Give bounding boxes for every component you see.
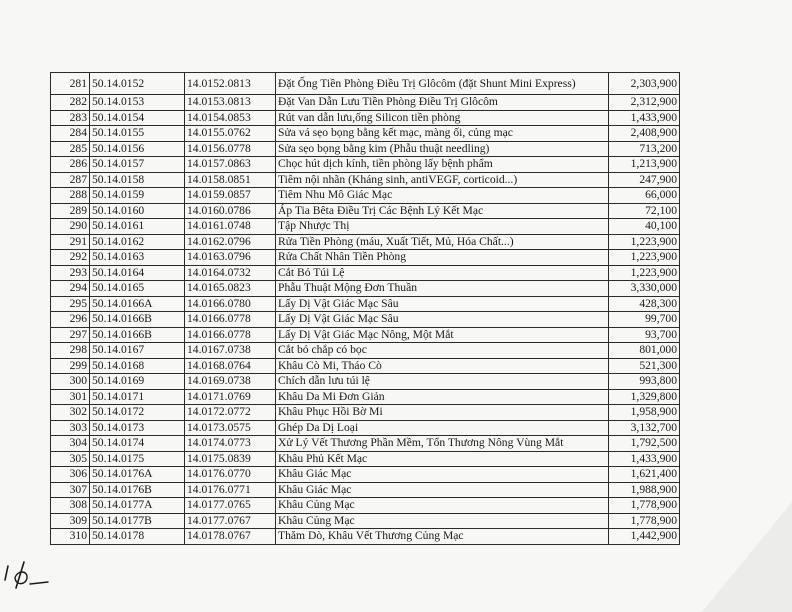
row-number: 306 [51,467,90,483]
row-number: 282 [51,95,90,111]
service-code: 50.14.0176B [90,482,185,498]
table-row [51,110,680,126]
service-code: 50.14.0168 [90,358,185,374]
row-number: 293 [51,265,90,281]
mapping-code: 14.0156.0778 [185,141,276,157]
service-code: 50.14.0166B [90,312,185,328]
service-name: Xử Lý Vết Thương Phần Mềm, Tổn Thương Nông Vùng Mắt [276,436,609,452]
table-row [51,219,680,235]
table-row [51,157,680,173]
row-number: 296 [51,312,90,328]
service-code: 50.14.0171 [90,389,185,405]
mapping-code: 14.0178.0767 [185,529,276,545]
service-price-table [50,72,680,545]
service-price: 2,408,900 [609,126,680,142]
service-code: 50.14.0159 [90,188,185,204]
row-number: 291 [51,234,90,250]
service-price: 1,223,900 [609,265,680,281]
table-body [51,73,680,545]
service-code: 50.14.0152 [90,73,185,95]
service-code: 50.14.0166B [90,327,185,343]
service-price: 1,213,900 [609,157,680,173]
service-price: 1,958,900 [609,405,680,421]
row-number: 292 [51,250,90,266]
service-code: 50.14.0163 [90,250,185,266]
table-row [51,405,680,421]
row-number: 307 [51,482,90,498]
table-row [51,467,680,483]
service-price: 1,621,400 [609,467,680,483]
table-row [51,513,680,529]
table-row [51,172,680,188]
row-number: 295 [51,296,90,312]
table-row [51,281,680,297]
service-name: Khâu Phục Hồi Bờ Mi [276,405,609,421]
service-price: 247,900 [609,172,680,188]
service-code: 50.14.0160 [90,203,185,219]
service-name: Rút van dẫn lưu,ống Silicon tiền phòng [276,110,609,126]
service-name: Chọc hút dịch kính, tiền phòng lấy bệnh phẩm [276,157,609,173]
row-number: 303 [51,420,90,436]
service-price: 1,329,800 [609,389,680,405]
mapping-code: 14.0162.0796 [185,234,276,250]
table-row [51,203,680,219]
table-row [51,73,680,95]
service-price: 993,800 [609,374,680,390]
table-row [51,265,680,281]
mapping-code: 14.0164.0732 [185,265,276,281]
service-code: 50.14.0174 [90,436,185,452]
mapping-code: 14.0157.0863 [185,157,276,173]
mapping-code: 14.0155.0762 [185,126,276,142]
mapping-code: 14.0166.0780 [185,296,276,312]
service-price: 3,132,700 [609,420,680,436]
handwritten-signature [2,558,54,599]
service-code: 50.14.0164 [90,265,185,281]
row-number: 304 [51,436,90,452]
table-row [51,188,680,204]
service-price: 1,442,900 [609,529,680,545]
mapping-code: 14.0174.0773 [185,436,276,452]
service-price: 1,792,500 [609,436,680,452]
service-name: Thăm Dò, Khâu Vết Thương Củng Mạc [276,529,609,545]
service-code: 50.14.0175 [90,451,185,467]
service-name: Lấy Dị Vật Giác Mạc Sâu [276,312,609,328]
row-number: 310 [51,529,90,545]
mapping-code: 14.0166.0778 [185,327,276,343]
row-number: 299 [51,358,90,374]
table-row [51,327,680,343]
service-code: 50.14.0153 [90,95,185,111]
service-name: Phẫu Thuật Mộng Đơn Thuần [276,281,609,297]
service-name: Tiêm Nhu Mô Giác Mạc [276,188,609,204]
mapping-code: 14.0177.0765 [185,498,276,514]
row-number: 309 [51,513,90,529]
row-number: 302 [51,405,90,421]
service-price: 713,200 [609,141,680,157]
table-row [51,312,680,328]
mapping-code: 14.0167.0738 [185,343,276,359]
row-number: 286 [51,157,90,173]
service-name: Rửa Tiền Phòng (máu, Xuất Tiết, Mủ, Hóa Chất...) [276,234,609,250]
row-number: 301 [51,389,90,405]
service-name: Lấy Dị Vật Giác Mạc Nông, Một Mắt [276,327,609,343]
mapping-code: 14.0154.0853 [185,110,276,126]
service-code: 50.14.0162 [90,234,185,250]
service-price: 801,000 [609,343,680,359]
service-price: 1,223,900 [609,234,680,250]
service-code: 50.14.0155 [90,126,185,142]
service-name: Đặt Van Dẫn Lưu Tiền Phòng Điều Trị Glôcôm [276,95,609,111]
service-code: 50.14.0165 [90,281,185,297]
service-code: 50.14.0156 [90,141,185,157]
mapping-code: 14.0172.0772 [185,405,276,421]
service-name: Chích dẫn lưu túi lệ [276,374,609,390]
table-row [51,451,680,467]
service-price: 1,433,900 [609,451,680,467]
mapping-code: 14.0168.0764 [185,358,276,374]
service-price: 40,100 [609,219,680,235]
service-code: 50.14.0167 [90,343,185,359]
service-code: 50.14.0177A [90,498,185,514]
service-name: Sửa vá sẹo bọng bằng kết mạc, màng ối, củng mạc [276,126,609,142]
table-row [51,420,680,436]
table-row [51,482,680,498]
service-name: Ghép Da Dị Loại [276,420,609,436]
row-number: 300 [51,374,90,390]
service-price: 1,988,900 [609,482,680,498]
service-name: Khâu Củng Mạc [276,513,609,529]
row-number: 284 [51,126,90,142]
service-code: 50.14.0172 [90,405,185,421]
table-row [51,498,680,514]
service-code: 50.14.0173 [90,420,185,436]
mapping-code: 14.0169.0738 [185,374,276,390]
scan-shadow [702,502,792,612]
service-price: 99,700 [609,312,680,328]
service-price: 1,433,900 [609,110,680,126]
service-code: 50.14.0169 [90,374,185,390]
row-number: 305 [51,451,90,467]
service-price: 93,700 [609,327,680,343]
row-number: 308 [51,498,90,514]
row-number: 298 [51,343,90,359]
service-name: Lấy Dị Vật Giác Mạc Sâu [276,296,609,312]
table-row [51,529,680,545]
mapping-code: 14.0176.0771 [185,482,276,498]
service-code: 50.14.0178 [90,529,185,545]
table-row [51,389,680,405]
mapping-code: 14.0166.0778 [185,312,276,328]
row-number: 281 [51,73,90,95]
service-name: Tiêm nội nhãn (Kháng sinh, antiVEGF, corticoid...) [276,172,609,188]
service-name: Khâu Giác Mạc [276,482,609,498]
service-code: 50.14.0177B [90,513,185,529]
row-number: 285 [51,141,90,157]
row-number: 287 [51,172,90,188]
service-code: 50.14.0154 [90,110,185,126]
service-name: Khâu Củng Mạc [276,498,609,514]
service-name: Rửa Chất Nhân Tiền Phòng [276,250,609,266]
service-name: Khâu Phủ Kết Mạc [276,451,609,467]
service-price: 2,312,900 [609,95,680,111]
service-code: 50.14.0158 [90,172,185,188]
table-row [51,141,680,157]
service-name: Tập Nhược Thị [276,219,609,235]
table-row [51,234,680,250]
service-code: 50.14.0176A [90,467,185,483]
mapping-code: 14.0176.0770 [185,467,276,483]
service-price: 521,300 [609,358,680,374]
service-name: Khâu Da Mi Đơn Giản [276,389,609,405]
service-code: 50.14.0157 [90,157,185,173]
service-name: Khâu Giác Mạc [276,467,609,483]
service-price: 2,303,900 [609,73,680,95]
table-row [51,296,680,312]
service-price: 3,330,000 [609,281,680,297]
table-row [51,358,680,374]
mapping-code: 14.0153.0813 [185,95,276,111]
service-name: Cắt bỏ chắp có bọc [276,343,609,359]
service-price: 66,000 [609,188,680,204]
table-row [51,126,680,142]
row-number: 290 [51,219,90,235]
service-name: Khâu Cò Mi, Tháo Cò [276,358,609,374]
row-number: 289 [51,203,90,219]
mapping-code: 14.0173.0575 [185,420,276,436]
service-name: Sửa sẹo bọng bằng kim (Phẫu thuật needling) [276,141,609,157]
service-price: 1,223,900 [609,250,680,266]
service-price: 1,778,900 [609,498,680,514]
table-row [51,436,680,452]
mapping-code: 14.0158.0851 [185,172,276,188]
service-name: Cắt Bỏ Túi Lệ [276,265,609,281]
mapping-code: 14.0160.0786 [185,203,276,219]
table-row [51,374,680,390]
mapping-code: 14.0165.0823 [185,281,276,297]
mapping-code: 14.0171.0769 [185,389,276,405]
service-name: Đặt Ống Tiền Phòng Điều Trị Glôcôm (đặt Shunt Mini Express) [276,73,609,95]
table-row [51,343,680,359]
table-row [51,250,680,266]
service-price: 1,778,900 [609,513,680,529]
mapping-code: 14.0177.0767 [185,513,276,529]
row-number: 288 [51,188,90,204]
table-row [51,95,680,111]
service-code: 50.14.0161 [90,219,185,235]
mapping-code: 14.0175.0839 [185,451,276,467]
row-number: 283 [51,110,90,126]
service-name: Áp Tia Bêta Điều Trị Các Bệnh Lý Kết Mạc [276,203,609,219]
row-number: 297 [51,327,90,343]
mapping-code: 14.0152.0813 [185,73,276,95]
mapping-code: 14.0163.0796 [185,250,276,266]
mapping-code: 14.0159.0857 [185,188,276,204]
row-number: 294 [51,281,90,297]
service-price: 72,100 [609,203,680,219]
service-price: 428,300 [609,296,680,312]
service-code: 50.14.0166A [90,296,185,312]
mapping-code: 14.0161.0748 [185,219,276,235]
